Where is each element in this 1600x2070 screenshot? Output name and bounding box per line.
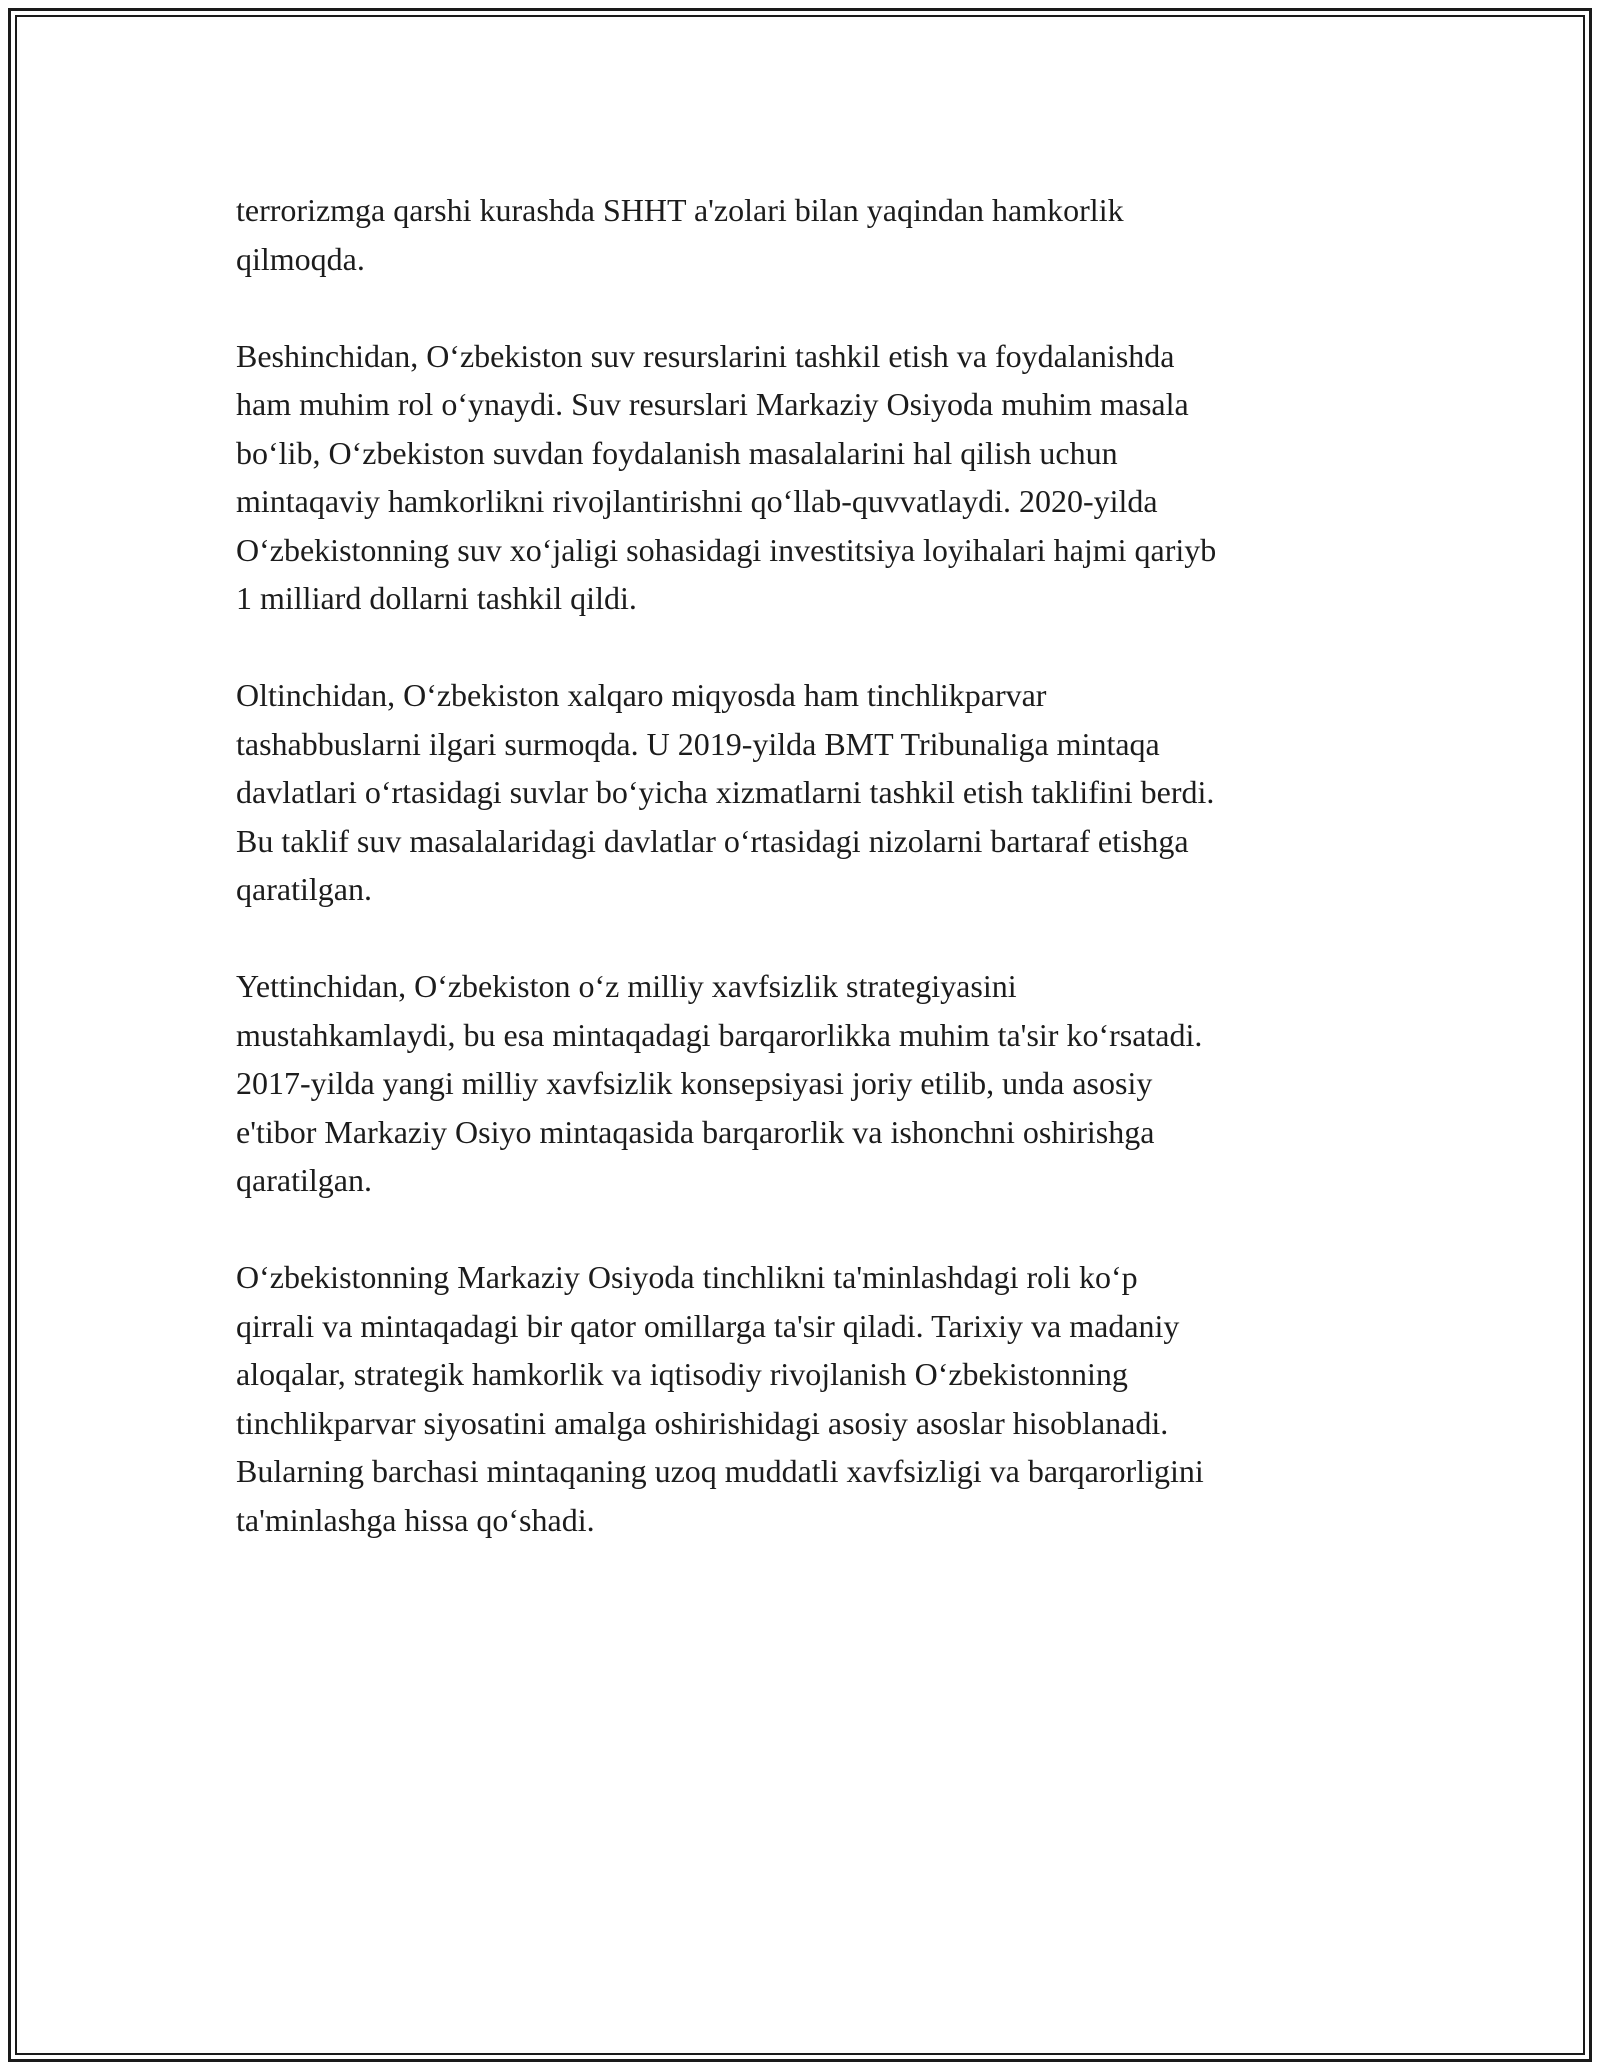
document-body [236, 186, 1386, 1593]
paragraph-conclusion: O‘zbekistonning Markaziy Osiyoda tinchlikni ta'minlashdagi roli ko‘p qirrali va mintaqadagi bir qator omillarga ta'sir qiladi. Tarixiy va madaniy aloqalar, strategik hamkorlik va iqtisodiy rivojlanish O‘zbekistonning tinchlikparvar siyosatini amalga oshirishidagi asosiy asoslar hisoblanadi. Bularning barchasi mintaqaning uzoq muddatli xavfsizligi va barqarorligini ta'minlashga hissa qo‘shadi. [236, 1259, 1204, 1538]
paragraph-national-security: Yettinchidan, O‘zbekiston o‘z milliy xavfsizlik strategiyasini mustahkamlaydi, bu esa mintaqadagi barqarorlikka muhim ta'sir ko‘rsatadi. 2017-yilda yangi milliy xavfsizlik konsepsiyasi joriy etilib, unda asosiy e'tibor Markaziy Osiyo mintaqasida barqarorlik va ishonchni oshirishga qaratilgan. [236, 968, 1203, 1198]
paragraph-peace-initiatives: Oltinchidan, O‘zbekiston xalqaro miqyosda ham tinchlikparvar tashabbuslarni ilgari surmoqda. U 2019-yilda BMT Tribunaliga mintaqa davlatlari o‘rtasidagi suvlar bo‘yicha xizmatlarni tashkil etish taklifini berdi. Bu taklif suv masalalaridagi davlatlar o‘rtasidagi nizolarni bartaraf etishga qaratilgan. [236, 677, 1215, 907]
paragraph-terrorism-cooperation: terrorizmga qarshi kurashda SHHT a'zolari bilan yaqindan hamkorlik qilmoqda. [236, 192, 1124, 277]
paragraph-water-resources: Beshinchidan, O‘zbekiston suv resurslarini tashkil etish va foydalanishda ham muhim rol o‘ynaydi. Suv resurslari Markaziy Osiyoda muhim masala bo‘lib, O‘zbekiston suvdan foydalanish masalalarini hal qilish uchun mintaqaviy hamkorlikni rivojlantirishni qo‘llab-quvvatlaydi. 2020-yilda O‘zbekistonning suv xo‘jaligi sohasidagi investitsiya loyihalari hajmi qariyb 1 milliard dollarni tashkil qildi. [236, 337, 1217, 616]
